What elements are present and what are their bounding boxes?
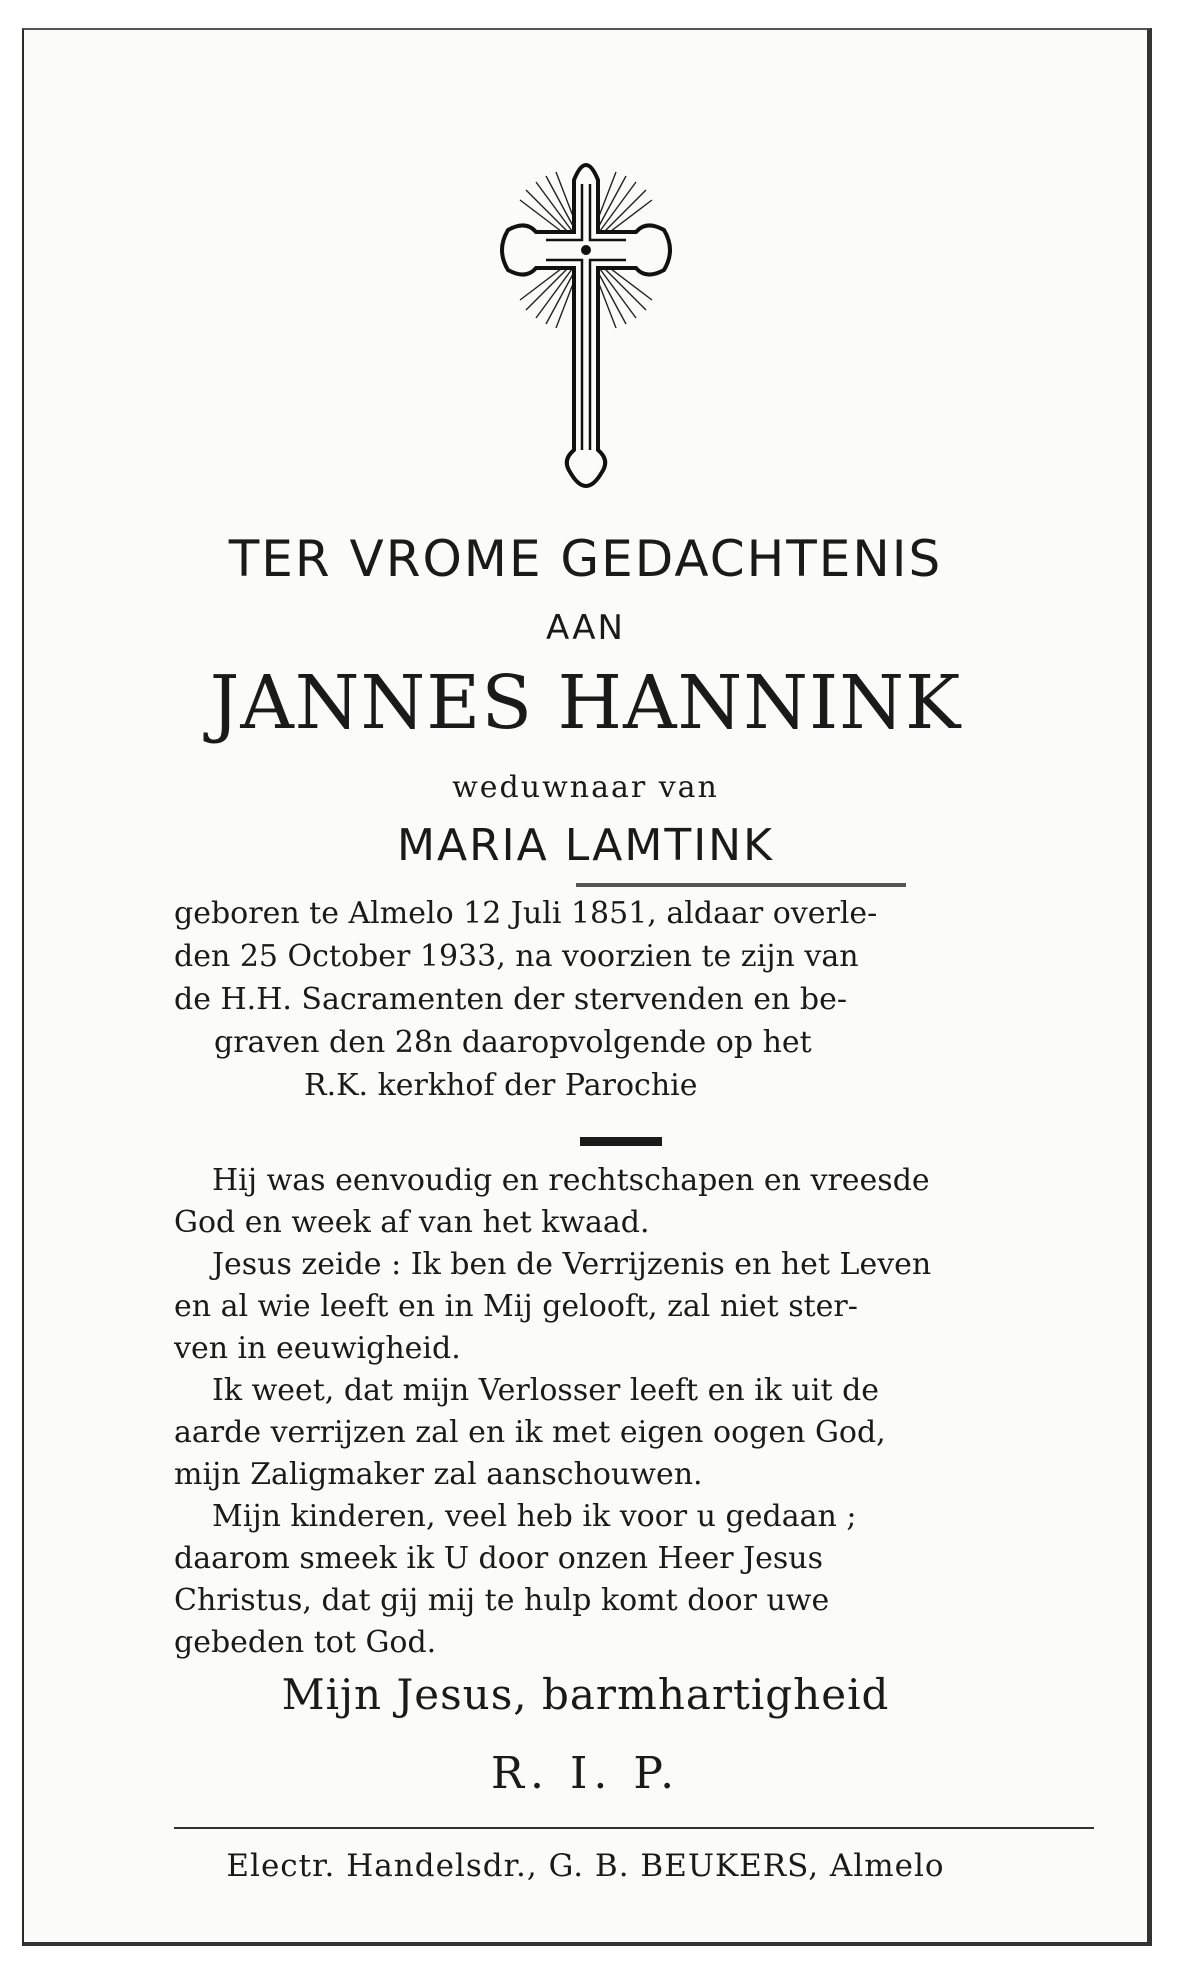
bio-line: den 25 October 1933, na voorzien te zijn van (174, 939, 859, 974)
deceased-name: JANNES HANNINK (209, 660, 962, 746)
quote-line: Christus, dat gij mij te hulp komt door uwe (174, 1583, 830, 1618)
scripture-quotes (174, 1160, 1084, 1664)
quote-line: daarom smeek ik U door onzen Heer Jesus (174, 1541, 823, 1576)
quote-line: gebeden tot God. (174, 1625, 437, 1660)
memorial-card (22, 28, 1152, 1946)
quote-line: Ik weet, dat mijn Verlosser leeft en ik uit de (212, 1373, 880, 1408)
rip-line: R. I. P. (490, 1748, 681, 1799)
quote-line: aarde verrijzen zal en ik met eigen oogen God, (174, 1415, 886, 1450)
printer-credit: Electr. Handelsdr., G. B. BEUKERS, Almelo (226, 1848, 945, 1884)
quote-line: Mijn kinderen, veel heb ik voor u gedaan ; (212, 1499, 857, 1534)
bottom-rule (174, 1827, 1094, 1829)
aan-label: AAN (546, 608, 625, 648)
heading: TER VROME GEDACHTENIS (228, 530, 943, 588)
biography-paragraph (174, 892, 1074, 1107)
quote-line: God en week af van het kwaad. (174, 1205, 650, 1240)
cross-emblem (24, 150, 1147, 510)
quote-line: ven in eeuwigheid. (174, 1331, 461, 1366)
bio-line: graven den 28n daaropvolgende op het (214, 1025, 812, 1060)
spouse-name: MARIA LAMTINK (397, 820, 774, 871)
bio-line: de H.H. Sacramenten der stervenden en be- (174, 982, 848, 1017)
cross-icon (486, 150, 686, 510)
prayer-line: Mijn Jesus, barmhartigheid (281, 1670, 890, 1719)
bio-line: R.K. kerkhof der Parochie (304, 1068, 698, 1103)
bio-line: geboren te Almelo 12 Juli 1851, aldaar overle- (174, 896, 878, 931)
widower-label: weduwnaar van (452, 770, 719, 805)
separator-dash (580, 1137, 662, 1146)
quote-line: Jesus zeide : Ik ben de Verrijzenis en het Leven (212, 1247, 932, 1282)
quote-line: mijn Zaligmaker zal aanschouwen. (174, 1457, 703, 1492)
spouse-underline (576, 883, 906, 887)
quote-line: en al wie leeft en in Mij gelooft, zal niet ster- (174, 1289, 858, 1324)
quote-line: Hij was eenvoudig en rechtschapen en vreesde (212, 1163, 930, 1198)
